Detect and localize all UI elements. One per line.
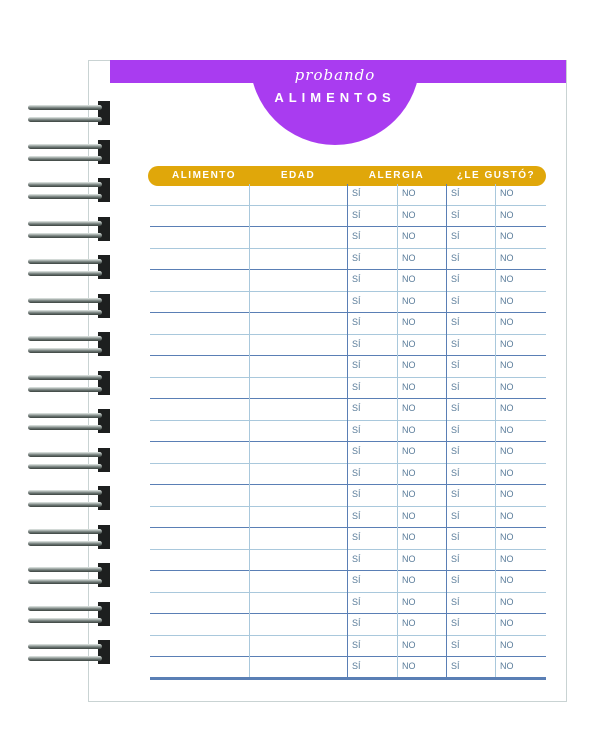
cell-gusto-no[interactable]: NO — [500, 510, 514, 521]
cell-edad[interactable] — [249, 249, 347, 270]
cell-alimento[interactable] — [150, 636, 249, 657]
cell-alergia-no[interactable]: NO — [402, 596, 416, 607]
cell-gusto-no[interactable]: NO — [500, 618, 514, 628]
table-row — [150, 464, 546, 486]
cell-edad[interactable] — [249, 227, 347, 248]
table-row — [150, 227, 546, 249]
cell-gusto-si[interactable]: SÍ — [451, 188, 460, 198]
cell-gusto-si[interactable]: SÍ — [451, 575, 460, 585]
cell-alimento[interactable] — [150, 356, 249, 377]
cell-alergia-si[interactable]: SÍ — [352, 596, 361, 607]
spiral-ring — [28, 488, 110, 510]
cell-alergia-no[interactable]: NO — [402, 618, 416, 628]
cell-alergia-si[interactable]: SÍ — [352, 295, 361, 306]
cell-alergia-no[interactable]: NO — [402, 639, 416, 650]
cell-gusto-si[interactable]: SÍ — [451, 403, 460, 413]
cell-gusto-no[interactable]: NO — [500, 575, 514, 585]
cell-gusto-si[interactable]: SÍ — [451, 596, 460, 607]
cell-edad[interactable] — [249, 571, 347, 592]
cell-alimento[interactable] — [150, 657, 249, 678]
cell-alergia-no[interactable]: NO — [402, 510, 416, 521]
cell-alergia-si[interactable]: SÍ — [352, 639, 361, 650]
cell-alergia-si[interactable]: SÍ — [352, 489, 361, 499]
header-le-gusto: ¿LE GUSTÓ? — [456, 170, 536, 181]
cell-alergia-si[interactable]: SÍ — [352, 403, 361, 413]
cell-alergia-no[interactable]: NO — [402, 403, 416, 413]
spiral-ring — [28, 411, 110, 433]
cell-edad[interactable] — [249, 356, 347, 377]
cell-alimento[interactable] — [150, 421, 249, 442]
table-row — [150, 442, 546, 464]
cell-alergia-si[interactable]: SÍ — [352, 188, 361, 198]
cell-alimento[interactable] — [150, 270, 249, 291]
cell-edad[interactable] — [249, 657, 347, 678]
table-header — [148, 166, 546, 186]
title-script: probando — [294, 66, 376, 84]
cell-edad[interactable] — [249, 313, 347, 334]
cell-edad[interactable] — [249, 378, 347, 399]
cell-edad[interactable] — [249, 614, 347, 635]
cell-alergia-si[interactable]: SÍ — [352, 252, 361, 263]
cell-alimento[interactable] — [150, 593, 249, 614]
spiral-ring — [28, 642, 110, 664]
table-row — [150, 335, 546, 357]
cell-gusto-si[interactable]: SÍ — [451, 661, 460, 671]
cell-alergia-si[interactable]: SÍ — [352, 446, 361, 456]
table-row — [150, 528, 546, 550]
cell-gusto-si[interactable]: SÍ — [451, 424, 460, 435]
table-row — [150, 378, 546, 400]
cell-gusto-no[interactable]: NO — [500, 532, 514, 542]
cell-gusto-si[interactable]: SÍ — [451, 274, 460, 284]
table-row — [150, 507, 546, 529]
cell-alimento[interactable] — [150, 249, 249, 270]
table-bottom-rule — [150, 677, 546, 680]
page-title: ALIMENTOS — [274, 90, 396, 105]
cell-alimento[interactable] — [150, 507, 249, 528]
header-alergia: ALERGIA — [368, 170, 425, 181]
cell-alergia-si[interactable]: SÍ — [352, 317, 361, 327]
cell-gusto-no[interactable]: NO — [500, 188, 514, 198]
cell-alergia-no[interactable]: NO — [402, 360, 416, 370]
cell-edad[interactable] — [249, 292, 347, 313]
cell-gusto-no[interactable]: NO — [500, 252, 514, 263]
cell-edad[interactable] — [249, 528, 347, 549]
cell-alergia-no[interactable]: NO — [402, 338, 416, 349]
spiral-ring — [28, 565, 110, 587]
cell-alergia-no[interactable]: NO — [402, 532, 416, 542]
cell-alergia-si[interactable]: SÍ — [352, 532, 361, 542]
header-alimento: ALIMENTO — [171, 170, 237, 181]
table-row — [150, 421, 546, 443]
cell-edad[interactable] — [249, 485, 347, 506]
cell-gusto-no[interactable]: NO — [500, 661, 514, 671]
cell-alergia-no[interactable]: NO — [402, 467, 416, 478]
cell-edad[interactable] — [249, 550, 347, 571]
cell-gusto-si[interactable]: SÍ — [451, 317, 460, 327]
cell-alergia-no[interactable]: NO — [402, 661, 416, 671]
cell-gusto-no[interactable]: NO — [500, 596, 514, 607]
table-row — [150, 614, 546, 636]
cell-alimento[interactable] — [150, 550, 249, 571]
cell-alimento[interactable] — [150, 184, 249, 205]
cell-alergia-si[interactable]: SÍ — [352, 209, 361, 220]
cell-edad[interactable] — [249, 421, 347, 442]
cell-alergia-si[interactable]: SÍ — [352, 274, 361, 284]
cell-alergia-no[interactable]: NO — [402, 274, 416, 284]
cell-gusto-si[interactable]: SÍ — [451, 532, 460, 542]
cell-alergia-no[interactable]: NO — [402, 188, 416, 198]
spiral-ring — [28, 450, 110, 472]
table-row — [150, 206, 546, 228]
cell-gusto-no[interactable]: NO — [500, 639, 514, 650]
table-row — [150, 550, 546, 572]
cell-edad[interactable] — [249, 399, 347, 420]
cell-alimento[interactable] — [150, 528, 249, 549]
cell-alergia-no[interactable]: NO — [402, 317, 416, 327]
cell-gusto-si[interactable]: SÍ — [451, 446, 460, 456]
cell-gusto-si[interactable]: SÍ — [451, 295, 460, 306]
spiral-ring — [28, 103, 110, 125]
table-row — [150, 636, 546, 658]
cell-gusto-si[interactable]: SÍ — [451, 639, 460, 650]
cell-gusto-si[interactable]: SÍ — [451, 489, 460, 499]
cell-gusto-no[interactable]: NO — [500, 274, 514, 284]
cell-alergia-si[interactable]: SÍ — [352, 424, 361, 435]
cell-gusto-si[interactable]: SÍ — [451, 338, 460, 349]
cell-alergia-no[interactable]: NO — [402, 424, 416, 435]
cell-alimento[interactable] — [150, 292, 249, 313]
cell-gusto-no[interactable]: NO — [500, 489, 514, 499]
food-table — [150, 184, 546, 679]
cell-alergia-no[interactable]: NO — [402, 252, 416, 263]
cell-gusto-si[interactable]: SÍ — [451, 381, 460, 392]
cell-alergia-si[interactable]: SÍ — [352, 618, 361, 628]
table-row — [150, 399, 546, 421]
cell-alergia-no[interactable]: NO — [402, 381, 416, 392]
spiral-ring — [28, 527, 110, 549]
spiral-ring — [28, 257, 110, 279]
table-row — [150, 356, 546, 378]
cell-alimento[interactable] — [150, 227, 249, 248]
cell-gusto-no[interactable]: NO — [500, 295, 514, 306]
cell-alergia-no[interactable]: NO — [402, 209, 416, 220]
cell-alergia-no[interactable]: NO — [402, 295, 416, 306]
cell-alimento[interactable] — [150, 614, 249, 635]
cell-alergia-si[interactable]: SÍ — [352, 360, 361, 370]
cell-edad[interactable] — [249, 335, 347, 356]
cell-alergia-no[interactable]: NO — [402, 231, 416, 241]
cell-alimento[interactable] — [150, 442, 249, 463]
cell-gusto-no[interactable]: NO — [500, 231, 514, 241]
cell-alimento[interactable] — [150, 399, 249, 420]
cell-gusto-si[interactable]: SÍ — [451, 618, 460, 628]
cell-edad[interactable] — [249, 507, 347, 528]
cell-alergia-si[interactable]: SÍ — [352, 510, 361, 521]
table-row — [150, 292, 546, 314]
cell-alergia-si[interactable]: SÍ — [352, 467, 361, 478]
spiral-ring — [28, 219, 110, 241]
cell-gusto-si[interactable]: SÍ — [451, 553, 460, 564]
cell-edad[interactable] — [249, 636, 347, 657]
cell-gusto-no[interactable]: NO — [500, 467, 514, 478]
cell-alergia-si[interactable]: SÍ — [352, 553, 361, 564]
spiral-ring — [28, 604, 110, 626]
cell-gusto-no[interactable]: NO — [500, 360, 514, 370]
spiral-ring — [28, 180, 110, 202]
cell-edad[interactable] — [249, 464, 347, 485]
cell-alergia-no[interactable]: NO — [402, 553, 416, 564]
cell-gusto-no[interactable]: NO — [500, 317, 514, 327]
cell-alimento[interactable] — [150, 464, 249, 485]
cell-gusto-no[interactable]: NO — [500, 553, 514, 564]
cell-gusto-si[interactable]: SÍ — [451, 231, 460, 241]
spiral-ring — [28, 142, 110, 164]
cell-edad[interactable] — [249, 206, 347, 227]
table-row — [150, 593, 546, 615]
cell-gusto-si[interactable]: SÍ — [451, 510, 460, 521]
spiral-ring — [28, 334, 110, 356]
cell-alimento[interactable] — [150, 571, 249, 592]
cell-edad[interactable] — [249, 442, 347, 463]
cell-gusto-si[interactable]: SÍ — [451, 467, 460, 478]
cell-alergia-no[interactable]: NO — [402, 575, 416, 585]
cell-alergia-no[interactable]: NO — [402, 446, 416, 456]
cell-alimento[interactable] — [150, 485, 249, 506]
cell-gusto-si[interactable]: SÍ — [451, 360, 460, 370]
cell-gusto-no[interactable]: NO — [500, 338, 514, 349]
cell-alimento[interactable] — [150, 378, 249, 399]
cell-gusto-no[interactable]: NO — [500, 446, 514, 456]
cell-alergia-no[interactable]: NO — [402, 489, 416, 499]
cell-alergia-si[interactable]: SÍ — [352, 381, 361, 392]
cell-gusto-no[interactable]: NO — [500, 424, 514, 435]
header-edad: EDAD — [280, 170, 316, 181]
table-row — [150, 249, 546, 271]
spiral-ring — [28, 296, 110, 318]
cell-edad[interactable] — [249, 270, 347, 291]
cell-alergia-si[interactable]: SÍ — [352, 338, 361, 349]
cell-gusto-si[interactable]: SÍ — [451, 209, 460, 220]
cell-alimento[interactable] — [150, 206, 249, 227]
cell-edad[interactable] — [249, 593, 347, 614]
cell-edad[interactable] — [249, 184, 347, 205]
table-row — [150, 571, 546, 593]
cell-gusto-no[interactable]: NO — [500, 381, 514, 392]
table-row — [150, 313, 546, 335]
table-row — [150, 485, 546, 507]
cell-alergia-si[interactable]: SÍ — [352, 231, 361, 241]
cell-alergia-si[interactable]: SÍ — [352, 661, 361, 671]
table-row — [150, 270, 546, 292]
cell-gusto-si[interactable]: SÍ — [451, 252, 460, 263]
cell-gusto-no[interactable]: NO — [500, 209, 514, 220]
table-row — [150, 657, 546, 679]
spiral-ring — [28, 373, 110, 395]
cell-alimento[interactable] — [150, 335, 249, 356]
table-row — [150, 184, 546, 206]
cell-alergia-si[interactable]: SÍ — [352, 575, 361, 585]
cell-alimento[interactable] — [150, 313, 249, 334]
cell-gusto-no[interactable]: NO — [500, 403, 514, 413]
